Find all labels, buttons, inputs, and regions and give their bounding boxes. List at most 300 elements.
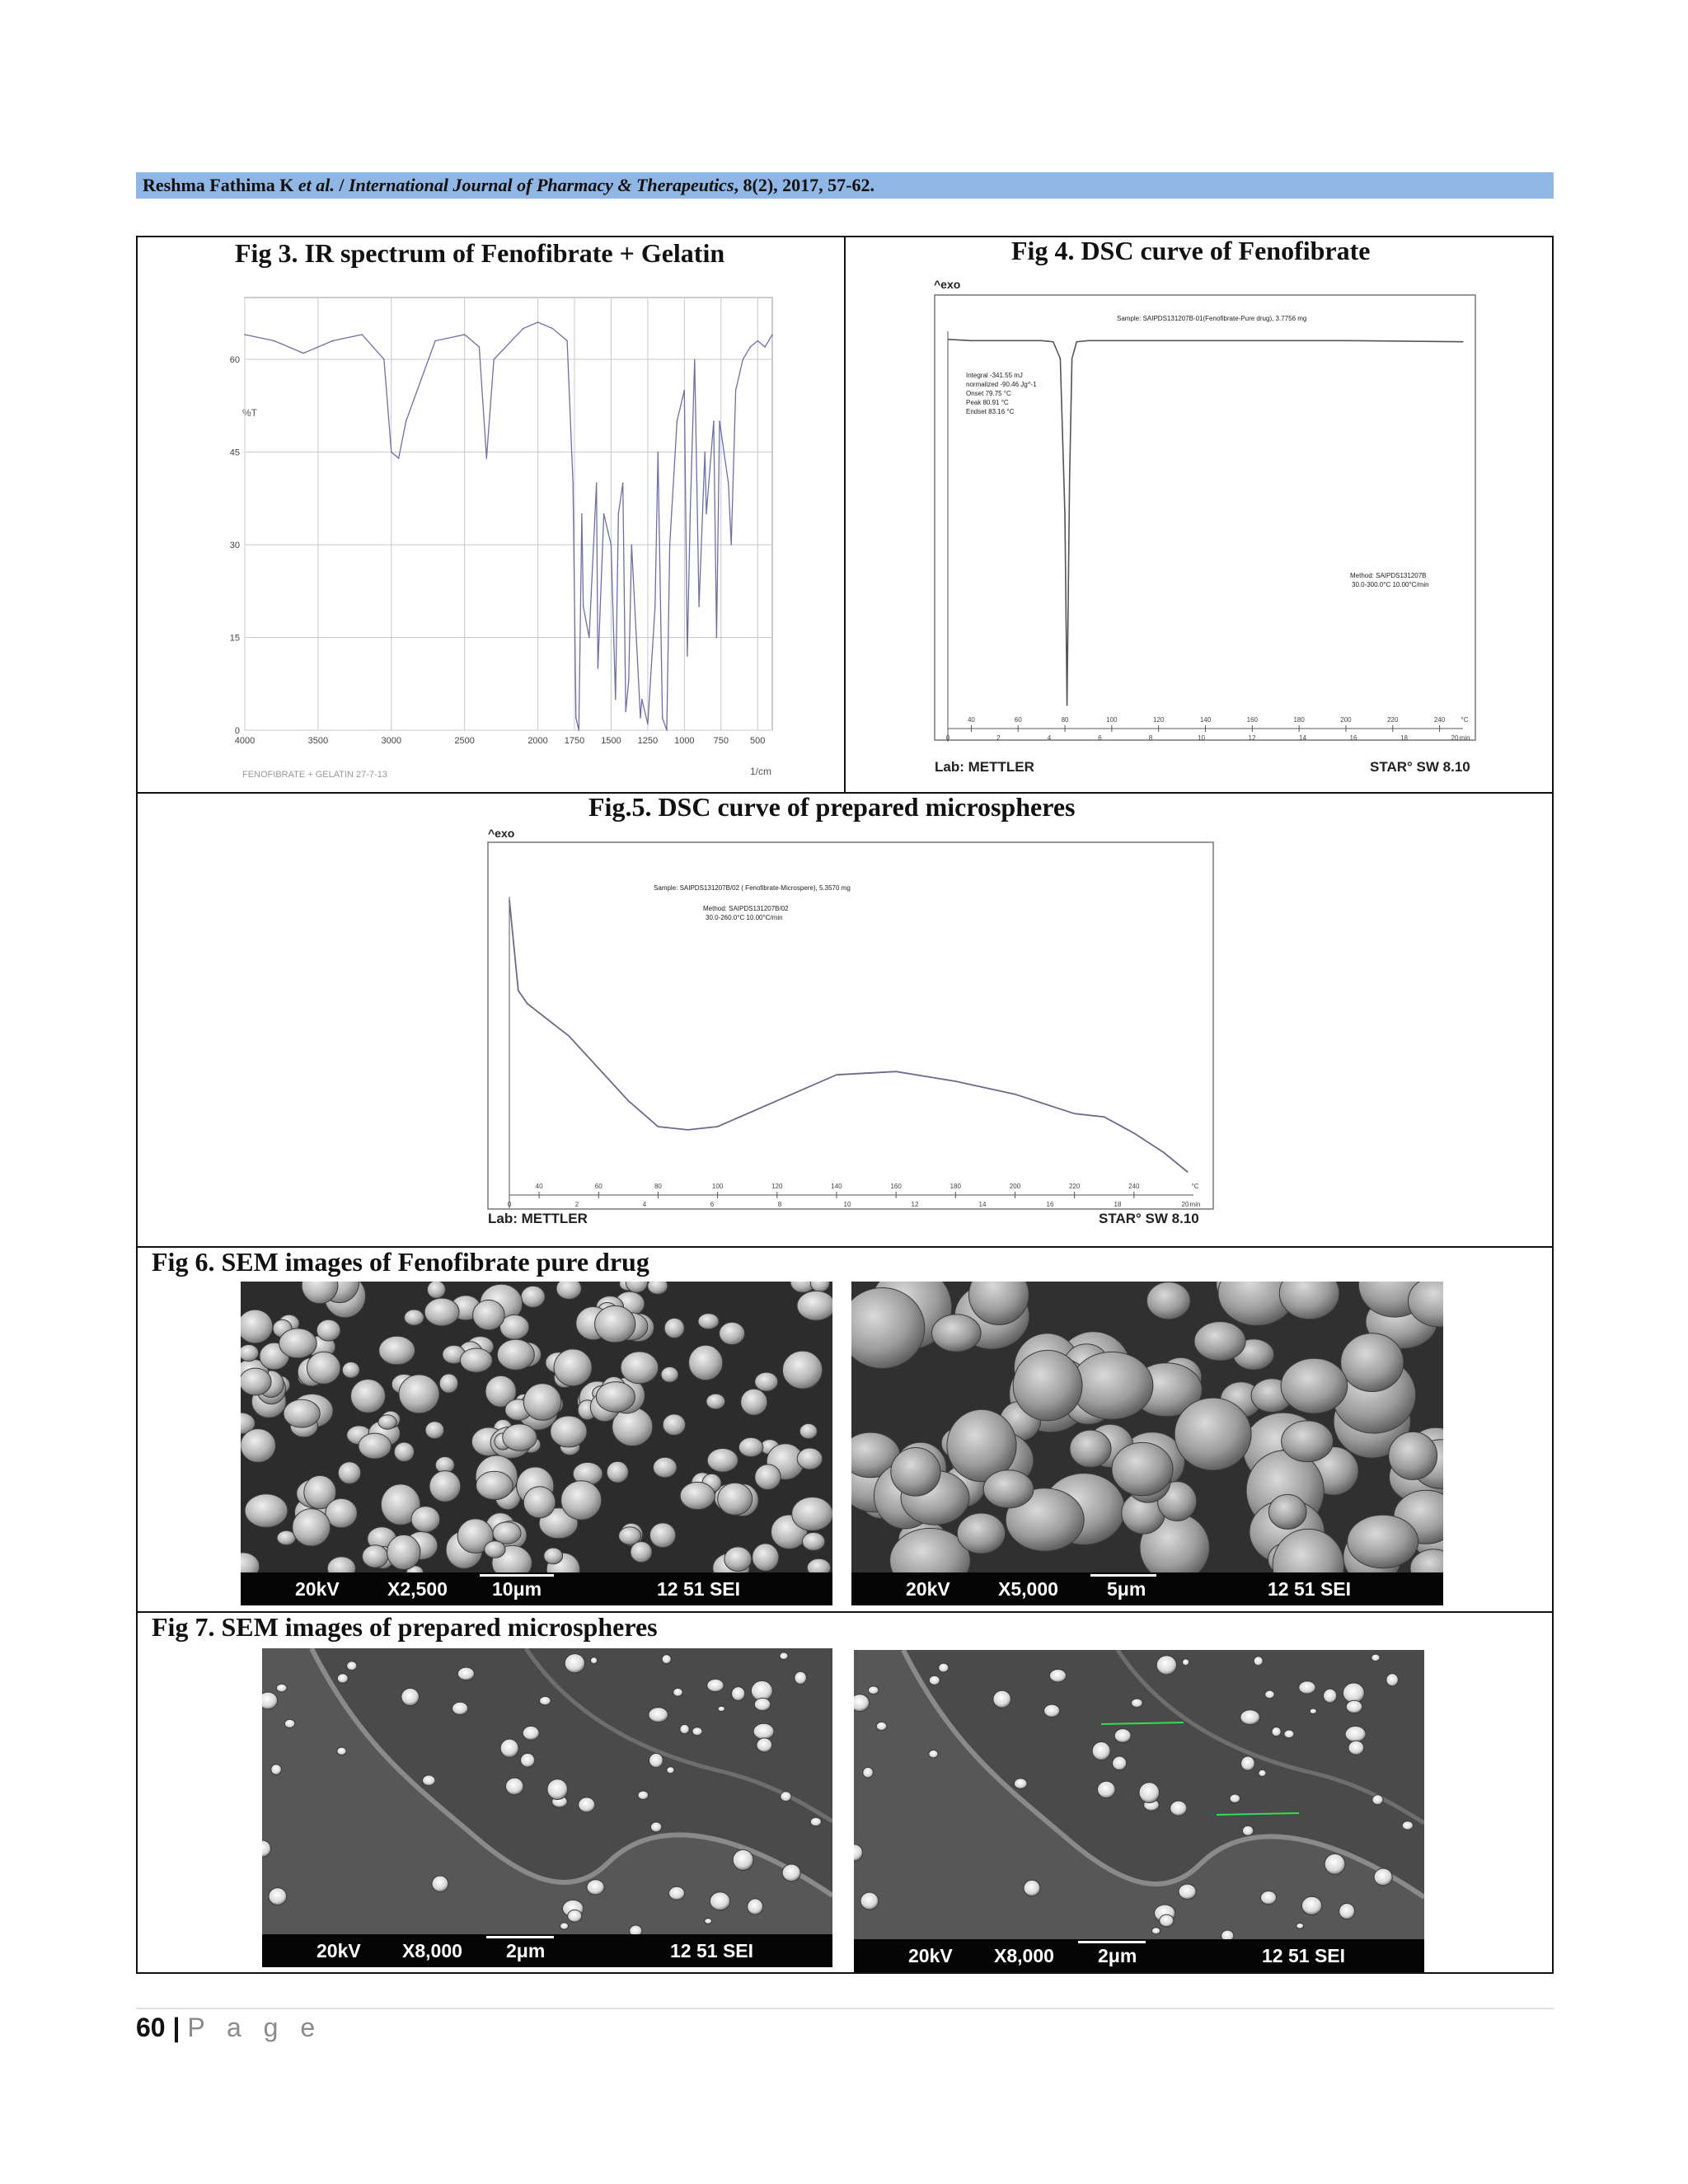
ir-y-tick: 0 — [234, 726, 240, 736]
dsc5-x-tick: 200 — [1009, 1183, 1021, 1190]
sem-particle — [307, 1352, 340, 1384]
dsc5-x-tick: 220 — [1068, 1183, 1081, 1190]
ir-data-point — [719, 420, 720, 422]
sem-particle — [579, 1797, 595, 1812]
sem-particle — [1071, 1352, 1153, 1419]
sem-particle — [929, 1750, 938, 1758]
dsc4-integration-line: Onset 79.75 °C — [966, 390, 1011, 397]
sem-particle — [757, 1738, 772, 1752]
ir-data-point — [596, 482, 598, 484]
dsc5-exo-label: ^exo — [488, 827, 515, 840]
sem-particle — [337, 1747, 346, 1755]
dsc5-data-point — [717, 1126, 718, 1127]
sem-particle — [754, 1698, 771, 1710]
sem-id: 12 51 SEI — [670, 1940, 754, 1961]
ir-data-point — [716, 637, 718, 639]
sem-particle — [1301, 1896, 1321, 1915]
ir-x-tick: 750 — [713, 736, 729, 746]
sem-info-bar — [851, 1572, 1443, 1605]
sem-particle — [1183, 1659, 1189, 1666]
sem-particle — [1160, 1915, 1174, 1927]
page-footer — [136, 2013, 322, 2043]
sem-particle — [1194, 1322, 1245, 1361]
sem-particle — [241, 1368, 271, 1395]
sem-particle — [780, 1652, 788, 1660]
sem-particle — [271, 1765, 282, 1775]
fig3-caption: Fig 3. IR spectrum of Fenofibrate + Gelatin — [235, 238, 725, 268]
sem-particle — [401, 1689, 420, 1706]
sem-magnification: X2,500 — [387, 1578, 448, 1600]
ir-data-point — [694, 359, 696, 360]
sem-particle — [662, 1655, 671, 1664]
ir-x-tick: 2000 — [528, 736, 548, 746]
ir-x-tick: 3000 — [381, 736, 402, 746]
sem-particle — [654, 1457, 678, 1478]
sem-particle — [1092, 1742, 1110, 1760]
sem-id: 12 51 SEI — [657, 1578, 741, 1600]
sem-particle — [347, 1661, 357, 1671]
sem-particle — [1230, 1794, 1240, 1803]
dsc4-x-tick: 220 — [1387, 716, 1399, 724]
sem-particle — [1240, 1710, 1260, 1725]
dsc5-data-point — [1133, 1132, 1134, 1133]
sem-image-microspheres-right — [854, 1650, 1424, 1972]
dsc4-data-point — [947, 339, 948, 340]
sem-particle — [387, 1535, 420, 1569]
sem-info-bar — [854, 1939, 1424, 1972]
ir-data-point — [757, 340, 758, 342]
ir-data-point — [383, 359, 385, 360]
dsc-pure-drug-chart — [931, 277, 1479, 778]
ir-x-unit: 1/cm — [750, 766, 772, 777]
sem-particle — [1049, 1670, 1066, 1683]
sem-particle — [427, 1282, 445, 1298]
sem-particle — [1386, 1674, 1399, 1686]
sem-particle — [680, 1482, 715, 1509]
sem-particle — [276, 1684, 287, 1692]
dsc4-min-tick: 16 — [1349, 734, 1357, 742]
sem-image-microspheres-left — [262, 1648, 832, 1967]
dsc4-sample-text: Sample: SAIPDS131207B-01(Fenofibrate-Pure drug), 3.7756 mg — [1117, 315, 1307, 322]
sem-particle — [1345, 1727, 1366, 1742]
sem-particle — [724, 1547, 752, 1572]
sem-particle — [411, 1507, 440, 1532]
dsc5-min-tick: 14 — [978, 1201, 987, 1208]
dsc4-x-tick: 240 — [1433, 716, 1446, 724]
sem-id: 12 51 SEI — [1262, 1945, 1346, 1966]
dsc5-data-point — [658, 1126, 659, 1127]
sem-particle — [939, 1663, 949, 1672]
dsc4-min-unit: min — [1459, 734, 1470, 742]
sem-particle — [1372, 1795, 1383, 1805]
sem-particle — [718, 1706, 724, 1711]
dsc5-sample-text: Sample: SAIPDS131207B/02 ( Fenofibrate-Microspere), 5.3570 mg — [654, 884, 851, 892]
dsc4-x-tick: 140 — [1199, 716, 1212, 724]
sem-particle — [1348, 1741, 1364, 1755]
sem-particle — [561, 1481, 602, 1520]
dsc5-x-tick: 80 — [654, 1183, 662, 1190]
dsc4-data-point — [1345, 340, 1346, 341]
dsc5-x-tick: 240 — [1128, 1183, 1140, 1190]
dsc4-data-point — [1064, 513, 1065, 514]
ir-data-point — [622, 482, 624, 484]
dsc5-min-tick: 8 — [777, 1201, 782, 1208]
ir-x-tick: 1500 — [601, 736, 621, 746]
sem-scale-bar — [486, 1936, 554, 1938]
sem-particle — [363, 1545, 388, 1568]
ir-data-point — [486, 457, 488, 459]
ir-data-point — [706, 513, 707, 515]
dsc4-min-tick: 12 — [1248, 734, 1256, 742]
sem-particle — [587, 1880, 604, 1895]
sem-particle — [929, 1675, 940, 1685]
sem-particle — [379, 1336, 415, 1365]
sem-particle — [755, 1372, 778, 1391]
sem-particle — [638, 1791, 649, 1800]
dsc4-x-tick: 160 — [1246, 716, 1258, 724]
dsc4-integration-line: Peak 80.91 °C — [966, 399, 1009, 406]
ir-data-point — [598, 668, 599, 669]
sem-magnification: X5,000 — [998, 1578, 1058, 1600]
fig5-caption: Fig.5. DSC curve of prepared microspheres — [588, 792, 1076, 822]
ir-data-point — [730, 544, 732, 546]
sem-particle — [1241, 1756, 1255, 1770]
sem-particle — [612, 1408, 653, 1446]
dsc5-x-tick: 180 — [950, 1183, 961, 1190]
dsc4-x-tick: 100 — [1106, 716, 1118, 724]
sem-particle — [649, 1753, 663, 1767]
ir-data-point — [579, 729, 580, 731]
sem-particle — [753, 1544, 779, 1571]
dsc5-software-label: STAR° SW 8.10 — [1099, 1211, 1199, 1226]
sem-particle — [591, 1657, 598, 1664]
ir-data-point — [552, 328, 554, 330]
sem-particle — [337, 1674, 348, 1683]
dsc4-x-unit: °C — [1461, 716, 1469, 724]
ir-y-tick: 60 — [229, 355, 240, 365]
sem-particle — [503, 1424, 537, 1451]
sem-particle — [720, 1322, 745, 1344]
sem-particle — [650, 1822, 661, 1832]
sem-image-pure-drug-right — [851, 1282, 1443, 1605]
ir-data-point — [406, 420, 407, 422]
sem-surface — [262, 1648, 832, 1967]
sem-kv: 20kV — [908, 1945, 953, 1966]
ir-data-point — [566, 340, 568, 342]
ir-x-tick: 3500 — [307, 736, 329, 746]
sem-particle — [876, 1722, 887, 1730]
dsc4-data-point — [1076, 341, 1077, 342]
sem-magnification: X8,000 — [994, 1945, 1054, 1966]
dsc5-data-point — [1187, 1171, 1188, 1172]
ir-data-point — [391, 452, 392, 453]
ir-data-point — [523, 328, 524, 330]
sem-particle — [279, 1329, 317, 1358]
sem-particle — [1070, 1430, 1111, 1467]
ir-data-point — [537, 321, 539, 323]
ir-data-point — [611, 544, 612, 546]
header-citation: , 8(2), 2017, 57-62. — [734, 175, 874, 195]
dsc5-data-point — [776, 1100, 777, 1101]
sem-particle — [262, 1692, 278, 1709]
ir-data-point — [687, 655, 688, 657]
ir-data-point — [588, 637, 590, 639]
dsc4-integration-line: normalized -90.46 Jg^-1 — [966, 381, 1037, 388]
dsc4-min-tick: 0 — [945, 734, 950, 742]
ir-data-point — [603, 513, 605, 515]
sem-particle — [1132, 1699, 1143, 1708]
sem-particle — [523, 1384, 561, 1421]
ir-data-point — [713, 420, 715, 422]
sem-particle — [957, 1513, 1005, 1554]
sem-particle — [425, 1422, 444, 1439]
sem-particle — [497, 1339, 534, 1370]
dsc5-data-point — [687, 1129, 688, 1130]
sem-particle — [1282, 1421, 1334, 1462]
sem-particle — [799, 1423, 817, 1438]
sem-particle — [648, 1282, 668, 1294]
fig4-caption: Fig 4. DSC curve of Fenofibrate — [1011, 236, 1371, 265]
dsc5-data-point — [1074, 1113, 1075, 1114]
sem-particle — [523, 1487, 556, 1518]
sem-particle — [568, 1910, 582, 1922]
dsc-microspheres-chart — [485, 826, 1216, 1230]
sem-particle — [1296, 1923, 1304, 1929]
ir-data-point — [640, 717, 641, 719]
header-etal: et al. — [298, 175, 335, 195]
sem-particle — [1152, 1928, 1160, 1934]
sem-particle — [1339, 1904, 1355, 1919]
sem-particle — [429, 1471, 461, 1502]
sem-magnification: X8,000 — [402, 1940, 462, 1961]
dsc4-min-tick: 18 — [1400, 734, 1408, 742]
ir-data-point — [728, 482, 729, 484]
dsc4-min-tick: 20 — [1451, 734, 1459, 742]
ir-data-point — [698, 606, 700, 607]
dsc4-data-point — [1088, 340, 1089, 341]
ir-data-point — [583, 606, 584, 607]
dsc4-min-tick: 6 — [1098, 734, 1102, 742]
ir-data-point — [479, 346, 481, 348]
sem-particle — [607, 1461, 628, 1483]
sem-particle — [669, 1886, 685, 1900]
sem-particle — [1372, 1654, 1380, 1661]
sem-particle — [1325, 1854, 1345, 1874]
sem-particle — [1268, 1494, 1306, 1529]
sem-particle — [1272, 1727, 1281, 1736]
sem-particle — [1259, 1769, 1266, 1776]
ir-data-point — [464, 334, 466, 335]
sem-particle — [1254, 1657, 1263, 1666]
sem-info-bar — [241, 1572, 832, 1605]
dsc4-data-point — [1228, 340, 1229, 341]
dsc4-x-tick: 200 — [1340, 716, 1352, 724]
sem-particle — [733, 1849, 753, 1870]
sem-particle — [1098, 1781, 1116, 1797]
sem-particle — [1112, 1442, 1173, 1495]
ir-data-point — [244, 334, 246, 335]
dsc5-x-tick: 100 — [711, 1183, 724, 1190]
sem-particle — [241, 1429, 275, 1463]
dsc5-min-tick: 4 — [642, 1201, 647, 1208]
ir-data-point — [615, 699, 617, 701]
dsc5-min-tick: 16 — [1046, 1201, 1054, 1208]
ir-data-point — [625, 711, 626, 713]
sem-particle — [1146, 1282, 1190, 1319]
ir-data-point — [662, 717, 663, 719]
sem-particle — [1324, 1689, 1337, 1703]
ir-data-point — [658, 452, 659, 453]
ir-x-tick: 1250 — [637, 736, 659, 746]
sem-particle — [932, 1315, 982, 1352]
ir-data-point — [743, 359, 744, 360]
dsc5-min-tick: 12 — [911, 1201, 919, 1208]
sem-scale-label: 5μm — [1107, 1578, 1146, 1600]
sem-particle — [551, 1416, 587, 1447]
sem-particle — [540, 1696, 551, 1705]
dsc4-data-point — [1041, 340, 1042, 341]
sem-particle — [863, 1767, 874, 1778]
sem-particle — [1175, 1398, 1251, 1470]
sem-particle — [692, 1727, 702, 1736]
ir-y-tick: 45 — [229, 448, 240, 458]
sem-particle — [891, 1448, 940, 1497]
sem-particle — [399, 1375, 439, 1413]
dsc4-integration-line: Endset 83.16 °C — [966, 408, 1015, 415]
dsc4-method-line: 30.0-300.0°C 10.00°C/min — [1352, 581, 1429, 588]
sem-particle — [493, 1522, 521, 1544]
sem-particle — [1242, 1825, 1253, 1835]
sem-particle — [983, 1470, 1034, 1508]
sem-particle — [1341, 1333, 1404, 1392]
dsc4-integration-line: Integral -341.55 mJ — [966, 372, 1023, 379]
sem-particle — [741, 1389, 767, 1415]
fig7-caption: Fig 7. SEM images of prepared microspheres — [152, 1612, 658, 1642]
sem-particle — [521, 1753, 535, 1767]
sem-particle — [1261, 1891, 1277, 1905]
dsc5-min-tick: 18 — [1114, 1201, 1122, 1208]
sem-particle — [1389, 1432, 1437, 1479]
sem-particle — [1265, 1690, 1275, 1699]
sem-particle — [556, 1282, 581, 1300]
dsc4-min-tick: 4 — [1047, 734, 1052, 742]
ir-data-point — [361, 334, 363, 335]
sem-particle — [460, 1348, 492, 1372]
sem-particle — [802, 1532, 824, 1550]
sem-kv: 20kV — [295, 1578, 340, 1600]
dsc4-data-point — [1111, 340, 1112, 341]
sem-particle — [1281, 1358, 1348, 1413]
sem-particle — [753, 1723, 774, 1739]
dsc5-x-tick: 60 — [594, 1183, 603, 1190]
ir-data-point — [750, 346, 752, 348]
sem-kv: 20kV — [316, 1940, 361, 1961]
sem-particle — [338, 1462, 360, 1484]
sem-kv: 20kV — [906, 1578, 950, 1600]
dsc5-min-tick: 20 — [1181, 1201, 1189, 1208]
ir-data-point — [684, 390, 686, 391]
sem-particle — [293, 1509, 331, 1546]
ir-y-tick: 30 — [229, 541, 240, 551]
sem-particle — [621, 1352, 659, 1384]
sem-particle — [854, 1694, 870, 1712]
sem-particles — [241, 1282, 832, 1605]
ir-data-point — [302, 353, 304, 354]
dsc5-data-point — [527, 1003, 528, 1004]
footer-rule — [136, 2008, 1554, 2009]
sem-particle — [706, 1394, 725, 1409]
sem-particle — [663, 1414, 685, 1436]
sem-particle — [718, 1483, 753, 1515]
ir-data-point — [398, 457, 400, 459]
sem-particle — [554, 1349, 592, 1386]
dsc4-data-point — [1462, 341, 1463, 342]
sem-particle — [500, 1739, 518, 1757]
sem-particle — [1179, 1884, 1196, 1899]
page-separator: | — [172, 2013, 181, 2042]
sem-particle — [560, 1923, 569, 1929]
sem-particles — [851, 1282, 1443, 1605]
sem-scale-label: 10μm — [492, 1578, 542, 1600]
sem-particle — [755, 1465, 781, 1490]
sem-particle — [664, 1318, 684, 1338]
sem-particle — [732, 1687, 745, 1701]
dsc5-min-tick: 6 — [710, 1201, 715, 1208]
dsc4-data-point — [1069, 478, 1070, 479]
sem-scale-bar — [1078, 1941, 1146, 1943]
sem-particle — [748, 1899, 763, 1915]
ir-data-point — [764, 346, 766, 348]
sem-particle — [1284, 1730, 1294, 1738]
dsc5-x-tick: 160 — [890, 1183, 902, 1190]
sem-particle — [423, 1775, 436, 1786]
sem-particle — [351, 1380, 386, 1413]
dsc4-data-point — [1060, 358, 1061, 359]
dsc5-method-line: Method: SAIPDS131207B/02 — [703, 905, 789, 912]
dsc4-min-tick: 8 — [1148, 734, 1153, 742]
dsc5-data-point — [1163, 1152, 1164, 1153]
sem-particle — [1139, 1783, 1160, 1803]
sem-particle — [523, 1726, 539, 1740]
sem-particle — [565, 1654, 584, 1673]
ir-data-point — [647, 724, 649, 725]
sem-particle — [707, 1679, 724, 1691]
page-number: 60 — [136, 2013, 166, 2042]
sem-particle — [1348, 1515, 1418, 1568]
dsc4-x-tick: 60 — [1014, 716, 1022, 724]
dsc5-x-tick: 120 — [771, 1183, 783, 1190]
dsc5-min-unit: min — [1189, 1201, 1201, 1208]
sem-info-bar — [262, 1934, 832, 1967]
sem-particle — [860, 1892, 879, 1910]
sem-particle — [782, 1864, 800, 1882]
sem-particle — [792, 1497, 832, 1531]
sem-scale-label: 2μm — [506, 1940, 546, 1961]
sem-particle — [506, 1778, 524, 1794]
dsc5-lab-label: Lab: METTLER — [488, 1211, 588, 1226]
ir-x-tick: 4000 — [234, 736, 256, 746]
sem-particle — [359, 1433, 392, 1459]
sem-particle — [1170, 1801, 1187, 1816]
sem-particle — [661, 1367, 678, 1383]
ir-data-point — [704, 452, 706, 453]
sem-particle — [710, 1892, 729, 1910]
ir-data-point — [572, 482, 574, 484]
sem-particle — [1024, 1880, 1040, 1896]
sem-particle — [1015, 1779, 1028, 1789]
sem-particle — [284, 1399, 320, 1427]
sem-particle — [405, 1310, 424, 1325]
